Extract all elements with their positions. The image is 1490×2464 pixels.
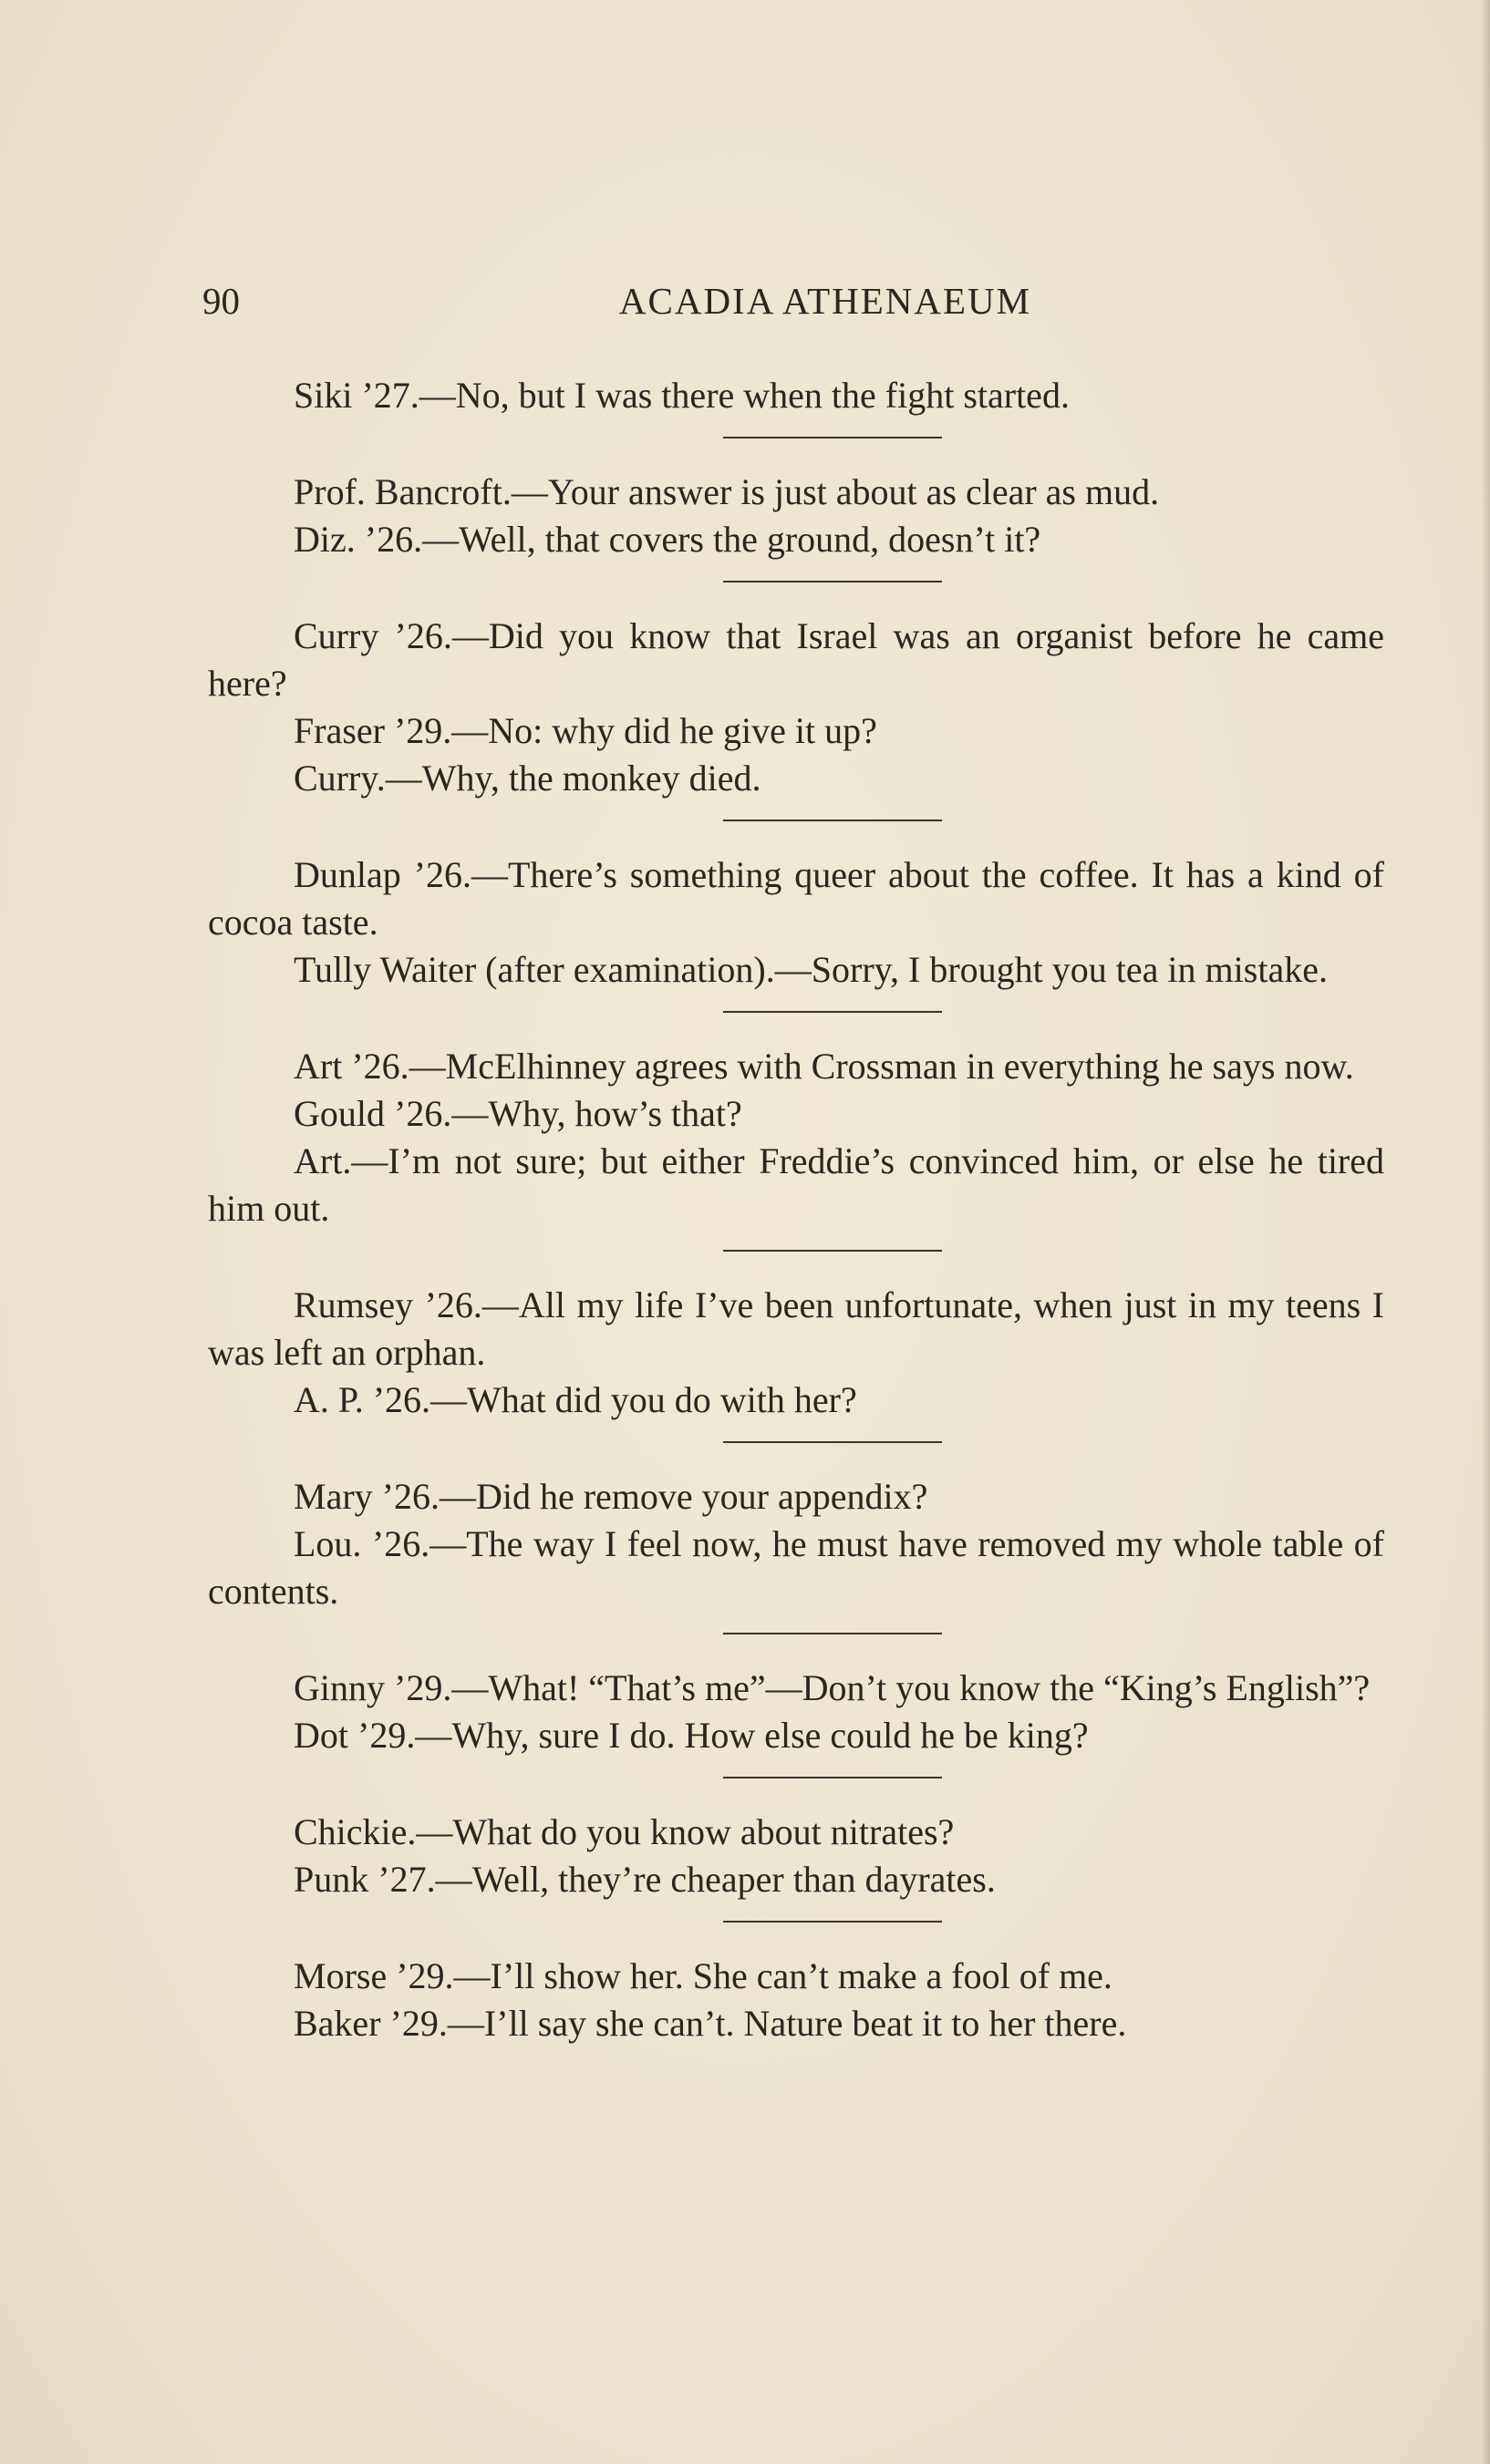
joke-entry [208,851,1384,994]
separator-rule [723,1777,942,1778]
dialogue-line: Curry ’26.—Did you know that Israel was an organist before he came here? [208,615,1384,704]
dialogue-line: Diz. ’26.—Well, that covers the ground, doesn’t it? [294,519,1041,560]
separator-rule [723,1633,942,1634]
separator-rule [723,1250,942,1252]
dialogue-line: Siki ’27.—No, but I was there when the fight started. [294,375,1070,416]
joke-entry [208,469,1384,563]
dialogue-line: Chickie.—What do you know about nitrates? [294,1811,955,1852]
joke-entry [208,1473,1384,1615]
dialogue-line: A. P. ’26.—What did you do with her? [294,1379,857,1420]
separator-rule [723,581,942,582]
dialogue-line: Tully Waiter (after examination).—Sorry, I brought you tea in mistake. [294,949,1328,990]
dialogue-line: Rumsey ’26.—All my life I’ve been unfortunate, when just in my teens I was left an orphan. [208,1284,1384,1373]
dialogue-line: Mary ’26.—Did he remove your appendix? [294,1476,928,1517]
separator-rule [723,437,942,438]
jokes-column [208,372,1384,2047]
running-header [202,273,1384,328]
joke-entry [208,1043,1384,1232]
dialogue-line: Curry.—Why, the monkey died. [294,758,761,799]
page-number: 90 [202,280,240,322]
dialogue-line: Fraser ’29.—No: why did he give it up? [294,710,877,751]
separator-rule [723,1921,942,1923]
page-edge-shadow [1481,0,1490,2464]
separator-rule [723,1011,942,1013]
dialogue-line: Gould ’26.—Why, how’s that? [294,1093,742,1134]
dialogue-line: Art.—I’m not sure; but either Freddie’s convinced him, or else he tired him out. [208,1140,1384,1229]
dialogue-line: Art ’26.—McElhinney agrees with Crossman in everything he says now. [294,1046,1354,1087]
running-title: ACADIA ATHENAEUM [618,280,1032,322]
joke-entry [208,1282,1384,1424]
joke-entry [208,1953,1384,2047]
joke-entry [208,613,1384,802]
dialogue-line: Morse ’29.—I’ll show her. She can’t make a fool of me. [294,1955,1112,1996]
dialogue-line: Punk ’27.—Well, they’re cheaper than dayrates. [294,1859,996,1900]
dialogue-line: Lou. ’26.—The way I feel now, he must have removed my whole table of contents. [208,1523,1384,1612]
dialogue-line: Dot ’29.—Why, sure I do. How else could he be king? [294,1715,1089,1756]
dialogue-line: Dunlap ’26.—There’s something queer about the coffee. It has a kind of cocoa taste. [208,854,1384,943]
joke-entry [208,1809,1384,1903]
dialogue-line: Baker ’29.—I’ll say she can’t. Nature beat it to her there. [294,2003,1127,2044]
joke-entry [208,1665,1384,1759]
joke-entry [208,372,1384,419]
dialogue-line: Ginny ’29.—What! “That’s me”—Don’t you know the “King’s English”? [294,1667,1371,1708]
dialogue-line: Prof. Bancroft.—Your answer is just about as clear as mud. [294,471,1160,512]
separator-rule [723,820,942,821]
separator-rule [723,1441,942,1443]
